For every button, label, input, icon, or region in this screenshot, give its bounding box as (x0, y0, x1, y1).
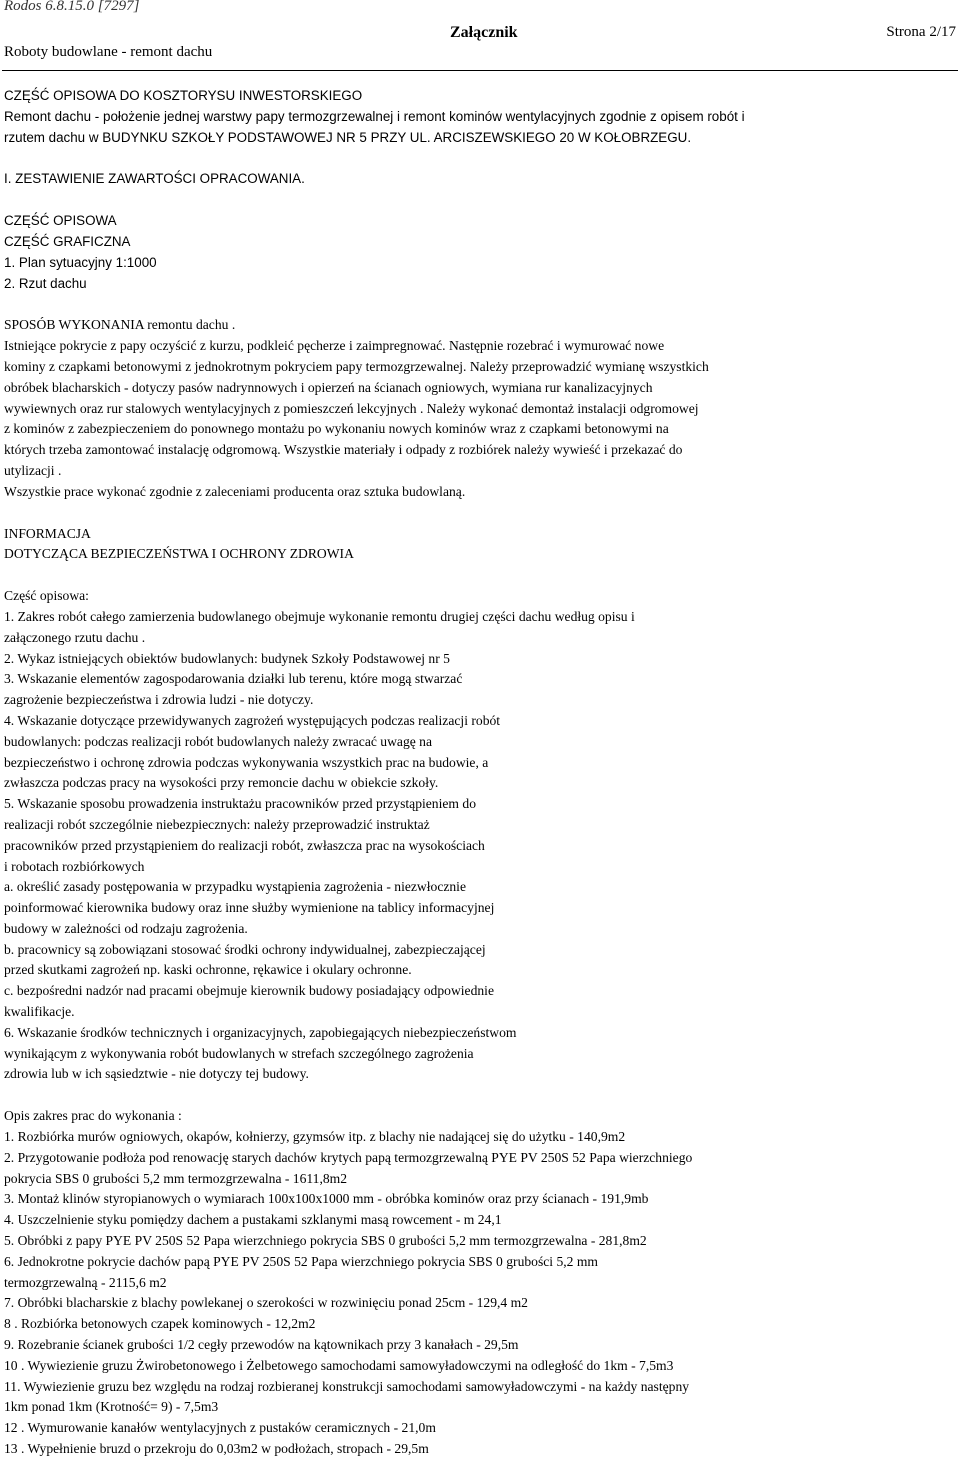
scope-item: 7. Obróbki blacharskie z blachy powlekanej o szerokości w rozwinięciu ponad 25cm - 129,4 m2 (4, 1295, 528, 1311)
method-summary: Wszystkie prace wykonać zgodnie z zaleceniami producenta oraz sztuka budowlaną. (4, 483, 466, 499)
scope-heading: Opis zakres prac do wykonania : (4, 1108, 182, 1124)
info-line: wynikającym z wykonywania robót budowlanych w strefach szczególnego zagrożenia (4, 1045, 474, 1061)
scope-item: 8 . Rozbiórka betonowych czapek kominowych - 12,2m2 (4, 1316, 316, 1332)
info-line: zdrowia lub w ich sąsiedztwie - nie dotyczy tej budowy. (4, 1066, 309, 1082)
part-label: Część opisowa: (4, 588, 89, 604)
info-line: poinformować kierownika budowy oraz inne służby wymienione na tablicy informacyjnej (4, 900, 495, 916)
method-line: wywiewnych oraz rur stalowych wentylacyjnych z pomieszczeń lekcyjnych . Należy wykonać demontaż instalacji odgromowej (4, 400, 699, 416)
info-line: zwłaszcza podczas pracy na wysokości przy remoncie dachu w obiekcie szkoły. (4, 775, 439, 791)
info-heading: INFORMACJA (4, 525, 91, 541)
project-name: Roboty budowlane - remont dachu (4, 44, 213, 60)
method-line: utylizacji . (4, 462, 62, 478)
info-line: 1. Zakres robót całego zamierzenia budowlanego obejmuje wykonanie remontu drugiej części dachu według opisu i (4, 608, 635, 624)
method-line: z kominów z zabezpieczeniem do ponownego montażu po wykonaniu nowych kominów wraz z czapkami betonowymi na (4, 421, 669, 437)
method-line: których trzeba zamontować instalację odgromową. Wszystkie materiały i odpady z rozbiórek należy wywieść i przekazać do (4, 442, 683, 458)
info-line: bezpieczeństwo i ochronę zdrowia podczas wykonywania wszystkich prac na budowie, a (4, 754, 489, 770)
description-line: rzutem dachu w BUDYNKU SZKOŁY PODSTAWOWEJ NR 5 PRZY UL. ARCISZEWSKIEGO 20 W KOŁOBRZEGU. (4, 129, 692, 145)
info-line: realizacji robót szczególnie niebezpiecznych: należy przeprowadzić instruktaż (4, 816, 430, 832)
description-line: Remont dachu - położenie jednej warstwy papy termozgrzewalnej i remont kominów wentylacyjnych zgodnie z opisem robót i (4, 108, 745, 124)
info-line: b. pracownicy są zobowiązani stosować środki ochrony indywidualnej, zabezpieczającej (4, 941, 486, 957)
info-line: 4. Wskazanie dotyczące przewidywanych zagrożeń występujących podczas realizacji robót (4, 712, 501, 728)
info-section (4, 524, 954, 1107)
info-heading: DOTYCZĄCA BEZPIECZEŃSTWA I OCHRONY ZDROWIA (4, 546, 354, 562)
scope-item: 2. Przygotowanie podłoża pod renowację starych dachów krytych papą termozgrzewalną PYE PV 250S 52 Papa wierzchniego (4, 1149, 693, 1165)
scope-item: termozgrzewalną - 2115,6 m2 (4, 1274, 167, 1290)
info-line: 5. Wskazanie sposobu prowadzenia instruktażu pracowników przed przystąpieniem do (4, 796, 476, 812)
toc-item: 2. Rzut dachu (4, 275, 87, 291)
scope-item: 13 . Wypełnienie bruzd o przekroju do 0,03m2 w podłożach, stropach - 29,5m (4, 1441, 429, 1457)
info-line: załączonego rzutu dachu . (4, 629, 146, 645)
info-line: c. bezpośredni nadzór nad pracami obejmuje kierownik budowy posiadający odpowiednie (4, 983, 494, 999)
method-heading: SPOSÓB WYKONANIA remontu dachu . (4, 317, 236, 333)
info-line: pracowników przed przystąpieniem do realizacji robót, zwłaszcza prac na wysokościach (4, 837, 485, 853)
info-line: 2. Wykaz istniejących obiektów budowlanych: budynek Szkoły Podstawowej nr 5 (4, 650, 450, 666)
toc-item: 1. Plan sytuacyjny 1:1000 (4, 254, 157, 270)
scope-section (4, 1106, 954, 1460)
toc-item: CZĘŚĆ OPISOWA (4, 213, 117, 229)
info-line: 3. Wskazanie elementów zagospodarowania działki lub terenu, które mogą stwarzać (4, 671, 463, 687)
scope-item: 12 . Wymurowanie kanałów wentylacyjnych z pustaków ceramicznych - 21,0m (4, 1420, 436, 1436)
intro-section (4, 86, 954, 315)
info-line: i robotach rozbiórkowych (4, 858, 145, 874)
method-line: Istniejące pokrycie z papy oczyścić z kurzu, podkleić pęcherze i zaimpregnować. Następnie rozebrać i wymurować nowe (4, 338, 665, 354)
header-divider (2, 70, 958, 71)
method-section (4, 315, 954, 523)
document-title: Załącznik (450, 24, 518, 41)
program-version: Rodos 6.8.15.0 [7297] (4, 0, 140, 14)
info-line: 6. Wskazanie środków technicznych i organizacyjnych, zapobiegających niebezpieczeństwom (4, 1024, 517, 1040)
info-line: a. określić zasady postępowania w przypadku wystąpienia zagrożenia - niezwłocznie (4, 879, 466, 895)
method-line: kominy z czapkami betonowymi z jednokrotnym pokryciem papy termozgrzewalnej. Należy przeprowadzić wymianę wszystkich (4, 358, 709, 374)
info-line: budowlanych: podczas realizacji robót budowlanych należy zwracać uwagę na (4, 733, 433, 749)
scope-item: 1. Rozbiórka murów ogniowych, okapów, kołnierzy, gzymsów itp. z blachy nie nadającej się do użytku - 140,9m2 (4, 1129, 626, 1145)
page-number: Strona 2/17 (886, 24, 956, 40)
scope-item: 4. Uszczelnienie styku pomiędzy dachem a pustakami szklanymi masą rowcement - m 24,1 (4, 1212, 502, 1228)
scope-item: 5. Obróbki z papy PYE PV 250S 52 Papa wierzchniego pokrycia SBS 0 grubości 5,2 mm termozgrzewalna - 281,8m2 (4, 1233, 647, 1249)
scope-item: 3. Montaż klinów styropianowych o wymiarach 100x100x1000 mm - obróbka kominów oraz przy ścianach - 191,9mb (4, 1191, 649, 1207)
scope-item: 1km ponad 1km (Krotność= 9) - 7,5m3 (4, 1399, 219, 1415)
method-line: obróbek blacharskich - dotyczy pasów nadrynnowych i opierzeń na ścianach ogniowych, wymiana rur kanalizacyjnych (4, 379, 653, 395)
scope-item: 11. Wywiezienie gruzu bez względu na rodzaj rozbieranej konstrukcji samochodami samowyładowczymi - na każdy następny (4, 1378, 690, 1394)
toc-heading: I. ZESTAWIENIE ZAWARTOŚCI OPRACOWANIA. (4, 171, 305, 187)
scope-item: 10 . Wywiezienie gruzu Żwirobetonowego i Żelbetowego samochodami samowyładowczymi na odległość do 1km - 7,5m3 (4, 1357, 674, 1373)
info-line: przed skutkami zagrożeń np. kaski ochronne, rękawice i okulary ochronne. (4, 962, 412, 978)
scope-item: 6. Jednokrotne pokrycie dachów papą PYE PV 250S 52 Papa wierzchniego pokrycia SBS 0 grubości 5,2 mm (4, 1253, 599, 1269)
info-line: zagrożenie bezpieczeństwa i zdrowia ludzi - nie dotyczy. (4, 692, 314, 708)
info-line: kwalifikacje. (4, 1004, 75, 1020)
scope-item: 9. Rozebranie ścianek grubości 1/2 cegły przewodów na kątownikach przy 3 kanałach - 29,5m (4, 1337, 519, 1353)
info-line: budowy w zależności od rodzaju zagrożenia. (4, 920, 248, 936)
scope-item: pokrycia SBS 0 grubości 5,2 mm termozgrzewalna - 1611,8m2 (4, 1170, 348, 1186)
section-heading: CZĘŚĆ OPISOWA DO KOSZTORYSU INWESTORSKIEGO (4, 88, 363, 103)
toc-item: CZĘŚĆ GRAFICZNA (4, 233, 131, 249)
document-body (4, 86, 954, 1460)
